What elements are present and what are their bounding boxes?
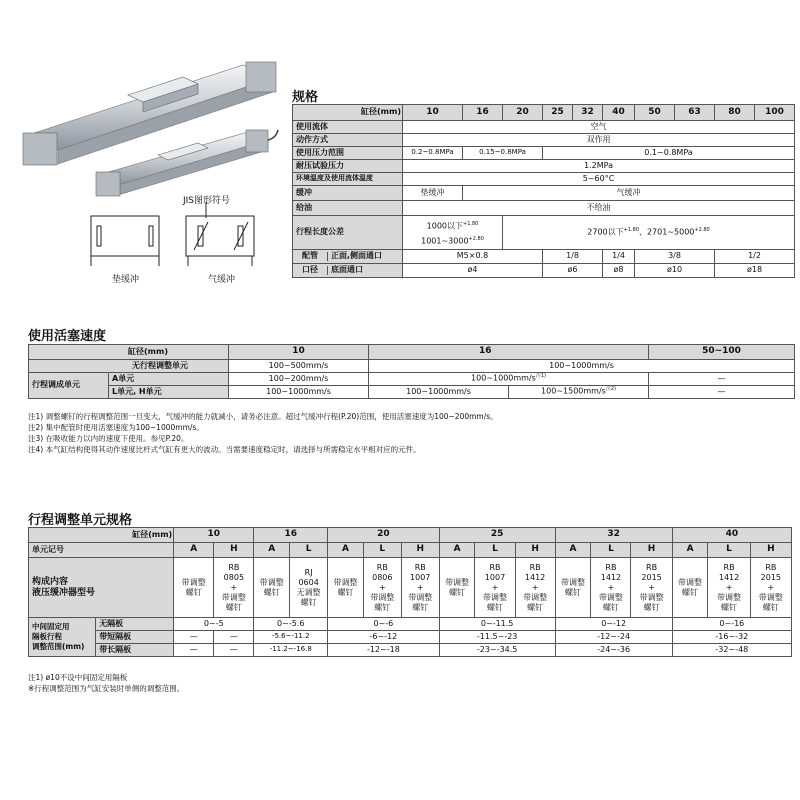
shock-absorber-cell: RB 2015 + 带调整 螺钉 — [750, 558, 791, 618]
bore-col: 32 — [573, 105, 603, 121]
cell: -24~-36 — [555, 644, 672, 657]
cell: 0~-12 — [555, 618, 672, 631]
cell: — — [214, 644, 254, 657]
unit-label: 单元记号 — [29, 543, 174, 558]
cell: -32~-48 — [672, 644, 791, 657]
cell: 100~1000mm/s — [369, 360, 795, 373]
row-label: 给油 — [293, 201, 403, 216]
row-label: L单元, H单元 — [109, 386, 229, 399]
cell: 0~-6 — [328, 618, 440, 631]
jis-cylinder-symbols — [88, 200, 268, 275]
cell: — — [649, 373, 795, 386]
symbol-label-air-cushion: 气缓冲 — [208, 275, 236, 285]
cell: -5.6~-11.2 — [254, 631, 328, 644]
shock-absorber-cell: RB 1412 + 带调整 螺钉 — [591, 558, 631, 618]
cell: -12~-18 — [328, 644, 440, 657]
cell: — — [649, 386, 795, 399]
cell: 0~-16 — [672, 618, 791, 631]
cell: — — [214, 631, 254, 644]
row-label: 使用压力范围 — [293, 147, 403, 160]
cell: 垫缓冲 — [403, 186, 463, 201]
speed-col: 10 — [229, 345, 369, 360]
cell: 双作用 — [403, 134, 795, 147]
cell: 0.2~0.8MPa — [403, 147, 463, 160]
cell: 5~60°C — [403, 173, 795, 186]
shock-absorber-cell: RB 0806 + 带调整 螺钉 — [363, 558, 401, 618]
product-image — [18, 40, 280, 210]
row-label: 耐压试验压力 — [293, 160, 403, 173]
cell: -11.2~-16.8 — [254, 644, 328, 657]
unit-code: A — [328, 543, 364, 558]
row-label: 无隔板 — [96, 618, 174, 631]
bore-col: 20 — [503, 105, 543, 121]
cell: -16~-32 — [672, 631, 791, 644]
note: 注3) 在吸收能力以内的速度下使用。参见P.20。 — [28, 434, 189, 443]
note: 注4) 本气缸结构使得其动作速度比杆式气缸有更大的波动。当需要速度稳定时，请选择与所需稳定水平相对应的元件。 — [28, 445, 421, 454]
row-label: 带长隔板 — [96, 644, 174, 657]
stroke-bore: 10 — [174, 528, 254, 543]
cell-stroke-tol-large: 2700以下$^{+1.80}$、$2701\sim 5000^{+2.80}$ — [503, 216, 795, 250]
speed-table — [28, 344, 795, 399]
row-label: 缓冲 — [293, 186, 403, 201]
shock-absorber-cell: 带调整 螺钉 — [439, 558, 475, 618]
shock-absorber-cell: RB 0805 + 带调整 螺钉 — [214, 558, 254, 618]
bore-col: 63 — [675, 105, 715, 121]
cell: 0.1~0.8MPa — [543, 147, 795, 160]
unit-code: H — [214, 543, 254, 558]
shock-absorber-cell: 带调整 螺钉 — [328, 558, 364, 618]
spec-title: 规格 — [292, 90, 319, 105]
unit-code: H — [401, 543, 439, 558]
cell: 不给油 — [403, 201, 795, 216]
speed-notes — [28, 411, 498, 455]
unit-code: A — [555, 543, 591, 558]
cell: 1/2 — [715, 250, 795, 264]
cell: ø10 — [635, 264, 715, 278]
unit-code: L — [290, 543, 328, 558]
bore-col: 100 — [755, 105, 795, 121]
speed-col: 50~100 — [649, 345, 795, 360]
cell: 0~-5 — [174, 618, 254, 631]
bore-col: 10 — [403, 105, 463, 121]
cell: ø4 — [403, 264, 543, 278]
cell: M5×0.8 — [403, 250, 543, 264]
shock-absorber-cell: RB 1412 + 带调整 螺钉 — [515, 558, 555, 618]
stroke-bore-label: 缸径(mm) — [29, 528, 174, 543]
range-label: 中间固定用 隔板行程 调整范围(mm) — [29, 618, 96, 657]
note: ※行程调整范围为气缸安装时单侧的调整范围。 — [28, 684, 185, 693]
cell-stroke-tol-small: 1000以下$^{+1.80}$ $1001\sim 3000^{+2.80}$ — [403, 216, 503, 250]
cell: 100~200mm/s — [229, 373, 369, 386]
unit-code: H — [515, 543, 555, 558]
stroke-bore: 32 — [555, 528, 672, 543]
spec-table — [292, 104, 795, 278]
cell: 100~1000mm/s — [369, 386, 509, 399]
port-label: 口径 底面通口 — [293, 264, 403, 278]
cell: 空气 — [403, 121, 795, 134]
cell: -23~-34.5 — [439, 644, 555, 657]
bore-col: 80 — [715, 105, 755, 121]
stroke-bore: 40 — [672, 528, 791, 543]
speed-bore-label: 缸径(mm) — [29, 345, 229, 360]
speed-col: 16 — [369, 345, 649, 360]
cell: 0.15~0.8MPa — [463, 147, 543, 160]
shock-absorber-cell: RB 1007 + 带调整 螺钉 — [401, 558, 439, 618]
bore-col: 50 — [635, 105, 675, 121]
jis-symbol-title: JIS图形符号 — [183, 196, 231, 206]
row-label: A单元 — [109, 373, 229, 386]
cell: $100\sim 1500mm/s^{注2)}$ — [509, 386, 649, 399]
spec-bore-label: 缸径(mm) — [293, 105, 403, 121]
cell: 0~-5.6 — [254, 618, 328, 631]
speed-title: 使用活塞速度 — [28, 329, 107, 344]
cell: 1/4 — [603, 250, 635, 264]
note: 注1) 调整螺钉的行程调整范围一旦变大，气缓冲的能力就减小，请务必注意。超过气缓冲行程(P.20)范围，使用活塞速度为100~200mm/s。 — [28, 412, 498, 421]
cell: 1.2MPa — [403, 160, 795, 173]
shock-absorber-cell: RB 2015 + 带调整 螺钉 — [631, 558, 672, 618]
stroke-bore: 20 — [328, 528, 440, 543]
stroke-title: 行程调整单元规格 — [28, 513, 133, 528]
bore-col: 16 — [463, 105, 503, 121]
shock-absorber-cell: RB 1412 + 带调整 螺钉 — [708, 558, 750, 618]
cell: ø6 — [543, 264, 603, 278]
unit-code: A — [672, 543, 708, 558]
cell: — — [174, 631, 214, 644]
unit-code: A — [439, 543, 475, 558]
cell: -6~-12 — [328, 631, 440, 644]
row-label: 动作方式 — [293, 134, 403, 147]
row-label: 行程长度公差 — [293, 216, 403, 250]
note: 注2) 集中配管时使用活塞速度为100~1000mm/s。 — [28, 423, 204, 432]
cell: 100~500mm/s — [229, 360, 369, 373]
unit-code: A — [174, 543, 214, 558]
row-label: 带短隔板 — [96, 631, 174, 644]
shock-absorber-cell: 带调整 螺钉 — [254, 558, 290, 618]
shock-absorber-cell: RJ 0604 无调整 螺钉 — [290, 558, 328, 618]
row-label: 无行程调整单元 — [29, 360, 229, 373]
symbol-label-pad-cushion: 垫缓冲 — [112, 275, 140, 285]
unit-code: L — [591, 543, 631, 558]
stroke-bore: 16 — [254, 528, 328, 543]
contents-label: 构成内容 液压缓冲器型号 — [29, 558, 174, 618]
shock-absorber-cell: RB 1007 + 带调整 螺钉 — [475, 558, 515, 618]
unit-code: H — [631, 543, 672, 558]
cell: 气缓冲 — [463, 186, 795, 201]
cell: 100~1000mm/s — [229, 386, 369, 399]
port-label: 配管 正面,侧面通口 — [293, 250, 403, 264]
unit-code: L — [708, 543, 750, 558]
cell: ø18 — [715, 264, 795, 278]
cell: ø8 — [603, 264, 635, 278]
stroke-notes — [28, 672, 184, 694]
row-label: 环境温度及使用流体温度 — [293, 173, 403, 186]
row-label: 使用流体 — [293, 121, 403, 134]
unit-code: H — [750, 543, 791, 558]
bore-col: 40 — [603, 105, 635, 121]
stroke-bore: 25 — [439, 528, 555, 543]
cell: 0~-11.5 — [439, 618, 555, 631]
cell: $100\sim 1000mm/s^{注1)}$ — [369, 373, 649, 386]
unit-code: A — [254, 543, 290, 558]
shock-absorber-cell: 带调整 螺钉 — [174, 558, 214, 618]
bore-col: 25 — [543, 105, 573, 121]
cell: -12~-24 — [555, 631, 672, 644]
shock-absorber-cell: 带调整 螺钉 — [672, 558, 708, 618]
cell: — — [174, 644, 214, 657]
cell: -11.5~-23 — [439, 631, 555, 644]
note: 注1) ø10不设中间固定用隔板 — [28, 673, 128, 682]
unit-code: L — [363, 543, 401, 558]
row-label: 行程调成单元 — [29, 373, 109, 399]
shock-absorber-cell: 带调整 螺钉 — [555, 558, 591, 618]
cell: 1/8 — [543, 250, 603, 264]
stroke-table — [28, 527, 792, 657]
unit-code: L — [475, 543, 515, 558]
cell: 3/8 — [635, 250, 715, 264]
